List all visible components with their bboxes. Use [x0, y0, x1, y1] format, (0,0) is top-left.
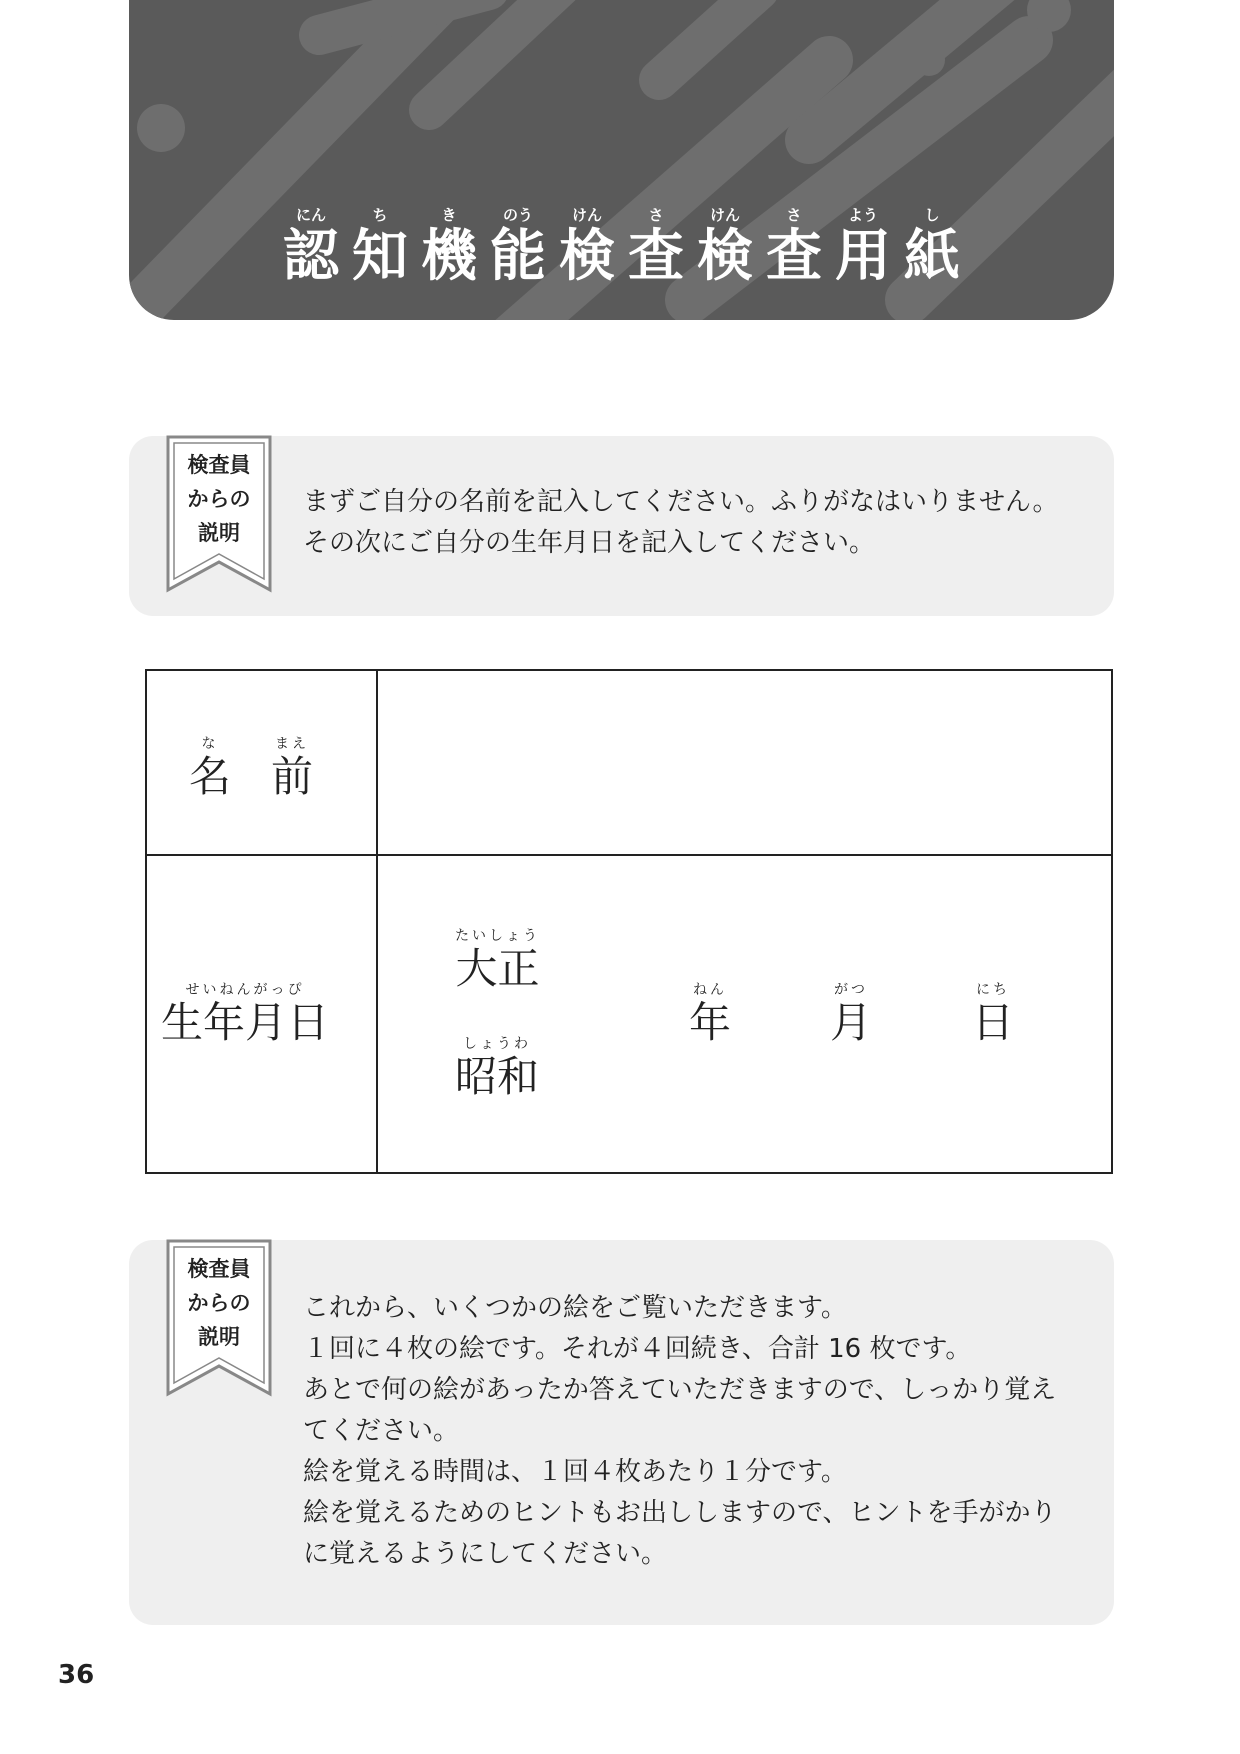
title-char: にん 認: [283, 206, 339, 289]
examiner-ribbon-badge: [165, 434, 273, 594]
explanation-line: あとで何の絵があったか答えていただきますので、しっかり覚え: [303, 1375, 1057, 1405]
examiner-explanation-1: [129, 436, 1114, 616]
examiner-ribbon-badge: [165, 1238, 273, 1398]
ribbon-label-line: 検査員: [187, 453, 251, 477]
explanation-line: １回に４枚の絵です。それが４回続き、合計 16 枚です。: [303, 1334, 972, 1364]
title-char: し 紙: [904, 206, 960, 289]
explanation-line: これから、いくつかの絵をご覧いただきます。: [303, 1293, 847, 1323]
title-char: よう 用: [835, 206, 891, 289]
explanation-line: てください。: [303, 1416, 460, 1446]
title-char: き 機: [421, 206, 477, 289]
explanation-text: [303, 1288, 1084, 1575]
ribbon-label-line: 説明: [198, 1325, 240, 1349]
title-char: けん 検: [559, 206, 615, 289]
era-showa[interactable]: しょうわ 昭和: [455, 1036, 540, 1101]
header-banner: [129, 0, 1114, 320]
title-char: ち 知: [352, 206, 408, 289]
name-label: な 名 まえ 前: [189, 736, 314, 801]
explanation-line: に覚えるようにしてください。: [303, 1539, 668, 1569]
explanation-line: 絵を覚える時間は、１回４枚あたり１分です。: [303, 1457, 847, 1487]
ribbon-label-line: からの: [187, 1291, 251, 1315]
ribbon-label-line: 検査員: [187, 1257, 251, 1281]
table-divider-horizontal: [147, 854, 1111, 856]
ribbon-label-line: 説明: [198, 521, 240, 545]
page-number: 36: [58, 1660, 95, 1690]
explanation-line: まずご自分の名前を記入してください。ふりがなはいりません。: [303, 487, 1059, 517]
year-unit: ねん 年: [689, 982, 732, 1047]
era-taisho[interactable]: たいしょう 大正: [455, 928, 540, 993]
page-title: [129, 204, 1114, 288]
explanation-text: [303, 482, 1084, 564]
month-unit: がつ 月: [830, 982, 873, 1047]
title-char: さ 査: [628, 206, 684, 289]
title-char: けん 検: [697, 206, 753, 289]
birthdate-label: せいねんがっぴ 生年月日: [161, 982, 330, 1047]
name-input-area[interactable]: [378, 671, 1113, 854]
examiner-explanation-2: [129, 1240, 1114, 1625]
explanation-line: その次にご自分の生年月日を記入してください。: [303, 528, 876, 558]
day-unit: にち 日: [972, 982, 1015, 1047]
ribbon-label-line: からの: [187, 487, 251, 511]
personal-info-form: [145, 669, 1113, 1174]
title-char: のう 能: [490, 206, 546, 289]
title-char: さ 査: [766, 206, 822, 289]
explanation-line: 絵を覚えるためのヒントもお出ししますので、ヒントを手がかり: [303, 1498, 1057, 1528]
